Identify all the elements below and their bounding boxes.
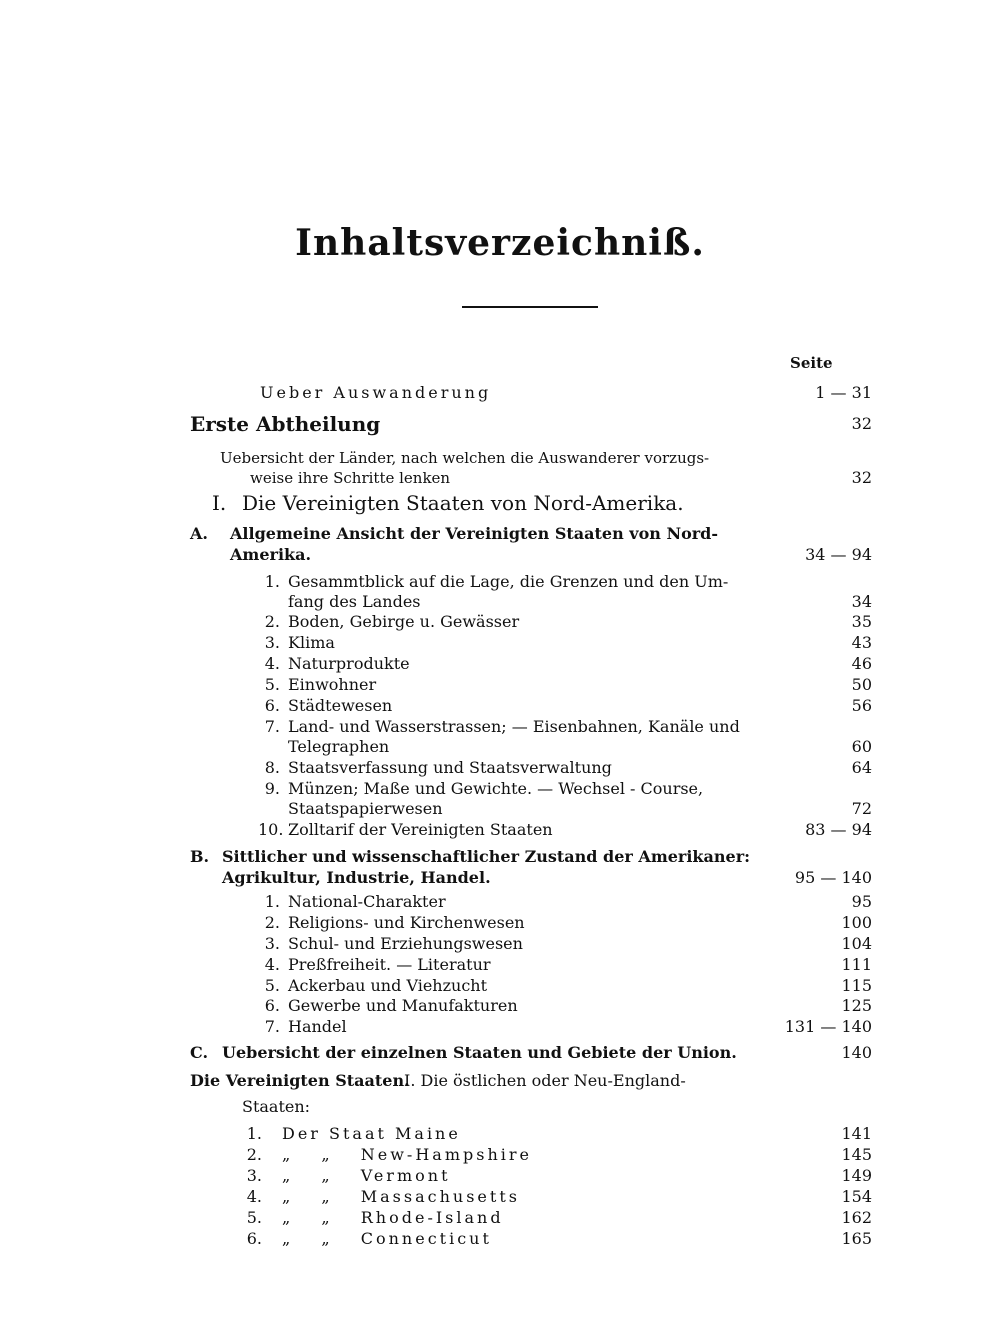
toc-entry-number: 7.	[264, 1017, 280, 1036]
toc-entry-number: 5.	[264, 976, 280, 995]
toc-entry	[190, 466, 872, 490]
toc-entry-page: 46	[851, 654, 872, 673]
toc-entry	[190, 866, 872, 890]
toc-entry-number: 5.	[246, 1208, 262, 1227]
toc-entry-page: 32	[851, 468, 872, 487]
toc-entry-page: 162	[841, 1208, 872, 1227]
toc-entry-page: 83 — 94	[805, 820, 872, 839]
toc-entry-number: 8.	[264, 758, 280, 777]
toc-entry-text: Amerika.	[230, 545, 312, 564]
toc-entry	[190, 1015, 872, 1039]
toc-entry-number: 2.	[264, 612, 280, 631]
toc-entry-text: Staatsverfassung und Staatsverwaltung	[288, 758, 612, 777]
toc-entry-text: Religions- und Kirchenwesen	[288, 913, 525, 932]
toc-entry-page: 154	[841, 1187, 872, 1206]
page-title: Inhaltsverzeichniß.	[295, 222, 705, 264]
toc-entry-number: 1.	[264, 572, 280, 591]
toc-entry-text: „ „ New-Hampshire	[282, 1145, 532, 1164]
toc-entry-page: 1 — 31	[815, 383, 872, 402]
toc-entry-page: 50	[851, 675, 872, 694]
toc-entry-text: Preßfreiheit. — Literatur	[288, 955, 491, 974]
toc-entry-page: 64	[851, 758, 872, 777]
toc-entry-text: Telegraphen	[288, 737, 390, 756]
toc-entry-page: 104	[841, 934, 872, 953]
toc-entry	[190, 1227, 872, 1251]
toc-entry-number: 4.	[264, 654, 280, 673]
toc-entry-page: 32	[851, 414, 872, 433]
toc-entry-text: Klima	[288, 633, 335, 652]
toc-entry-page: 34	[851, 592, 872, 611]
toc-entry-text: Boden, Gebirge u. Gewässer	[288, 612, 520, 631]
toc-entry-text: Land- und Wasserstrassen; — Eisenbahnen, Kanäle und	[288, 717, 740, 736]
toc-entry-number: 3.	[264, 934, 280, 953]
toc-entry-page: 125	[841, 996, 872, 1015]
toc-entry-text: Die Vereinigten Staaten von Nord-Amerika.	[242, 491, 684, 515]
toc-entry-page: 111	[841, 955, 872, 974]
toc-entry-page: 115	[841, 976, 872, 995]
toc-entry-number: 1.	[264, 892, 280, 911]
toc-entry-number: 9.	[264, 779, 280, 798]
toc-entry-number: 2.	[264, 913, 280, 932]
toc-entry-page: 56	[851, 696, 872, 715]
toc-entry-text: „ „ Vermont	[282, 1166, 451, 1185]
toc-entry-number: 7.	[264, 717, 280, 736]
toc-entry-text: „ „ Rhode-Island	[282, 1208, 504, 1227]
toc-entry-text: National-Charakter	[288, 892, 446, 911]
toc-entry-text: fang des Landes	[288, 592, 421, 611]
toc-entry-text: Gesammtblick auf die Lage, die Grenzen und den Um-	[288, 572, 729, 591]
toc-entry-number: 6.	[264, 996, 280, 1015]
toc-entry	[190, 1041, 872, 1065]
toc-entry	[190, 381, 872, 405]
toc-entry-page: 95 — 140	[794, 868, 872, 887]
toc-entry-text: Ackerbau und Viehzucht	[288, 976, 488, 995]
toc-entry-number: C.	[190, 1043, 209, 1062]
toc-entry-text: Der Staat Maine	[282, 1124, 461, 1143]
toc-entry-page: 165	[841, 1229, 872, 1248]
toc-entry-text: „ „ Connecticut	[282, 1229, 492, 1248]
toc-entry-text: Sittlicher und wissenschaftlicher Zustand der Amerikaner:	[222, 847, 751, 866]
toc-entry-text: Die Vereinigten Staaten.	[190, 1071, 410, 1090]
toc-entry-page: 100	[841, 913, 872, 932]
toc-entry-page: 131 — 140	[784, 1017, 872, 1036]
toc-entry-number: 2.	[246, 1145, 262, 1164]
toc-entry-text: Erste Abtheilung	[190, 412, 381, 436]
toc-entry-text: Staaten:	[242, 1097, 311, 1116]
toc-entry-text: Agrikultur, Industrie, Handel.	[222, 868, 491, 887]
toc-entry-text: Zolltarif der Vereinigten Staaten	[288, 820, 553, 839]
toc-entry-text: Ueber Auswanderung	[260, 383, 492, 402]
toc-entry-page: 149	[841, 1166, 872, 1185]
toc-entry-text: Münzen; Maße und Gewichte. — Wechsel - Course,	[288, 779, 704, 798]
toc-entry-text: „ „ Massachusetts	[282, 1187, 520, 1206]
toc-entry-text: Uebersicht der einzelnen Staaten und Gebiete der Union.	[222, 1043, 737, 1062]
toc-entry-page: 60	[851, 737, 872, 756]
toc-entry-text: Handel	[288, 1017, 347, 1036]
toc-entry-number: 1.	[246, 1124, 262, 1143]
toc-entry-number: 3.	[246, 1166, 262, 1185]
toc-entry	[190, 1069, 872, 1093]
toc-entry-text: Staatspapierwesen	[288, 799, 443, 818]
toc-entry-number: 3.	[264, 633, 280, 652]
toc-entry-page: 95	[851, 892, 872, 911]
toc-entry-number: 5.	[264, 675, 280, 694]
toc-entry-text: Gewerbe und Manufakturen	[288, 996, 518, 1015]
toc-entry	[190, 818, 872, 842]
toc-entry	[190, 543, 872, 567]
page-column-header: Seite	[790, 354, 833, 372]
toc-entry-text: Städtewesen	[288, 696, 393, 715]
toc-entry-number: B.	[190, 847, 210, 866]
toc-entry-text: I. Die östlichen oder Neu-England-	[404, 1071, 686, 1090]
toc-entry-page: 72	[851, 799, 872, 818]
toc-entry-number: 6.	[246, 1229, 262, 1248]
toc-entry-number: 4.	[264, 955, 280, 974]
toc-entry	[190, 412, 872, 440]
toc-entry-text: Naturprodukte	[288, 654, 410, 673]
toc-entry-text: Allgemeine Ansicht der Vereinigten Staaten von Nord-	[230, 524, 719, 543]
toc-entry-number: I.	[212, 491, 227, 515]
toc-entry-page: 140	[841, 1043, 872, 1062]
toc-entry	[190, 1095, 872, 1119]
toc-entry-text: Schul- und Erziehungswesen	[288, 934, 523, 953]
toc-entry-page: 34 — 94	[805, 545, 872, 564]
toc-entry-text: Uebersicht der Länder, nach welchen die Auswanderer vorzugs-	[220, 449, 710, 467]
toc-entry-page: 43	[851, 633, 872, 652]
toc-entry-number: 6.	[264, 696, 280, 715]
toc-entry-number: A.	[190, 524, 208, 543]
toc-entry-text: weise ihre Schritte lenken	[250, 469, 451, 487]
toc-entry-page: 35	[851, 612, 872, 631]
title-rule	[462, 306, 598, 308]
toc-entry-page: 145	[841, 1145, 872, 1164]
toc-entry-page: 141	[841, 1124, 872, 1143]
toc-entry-text: Einwohner	[288, 675, 377, 694]
toc-entry-number: 10.	[258, 820, 284, 839]
toc-entry	[190, 491, 872, 519]
toc-entry-number: 4.	[246, 1187, 262, 1206]
